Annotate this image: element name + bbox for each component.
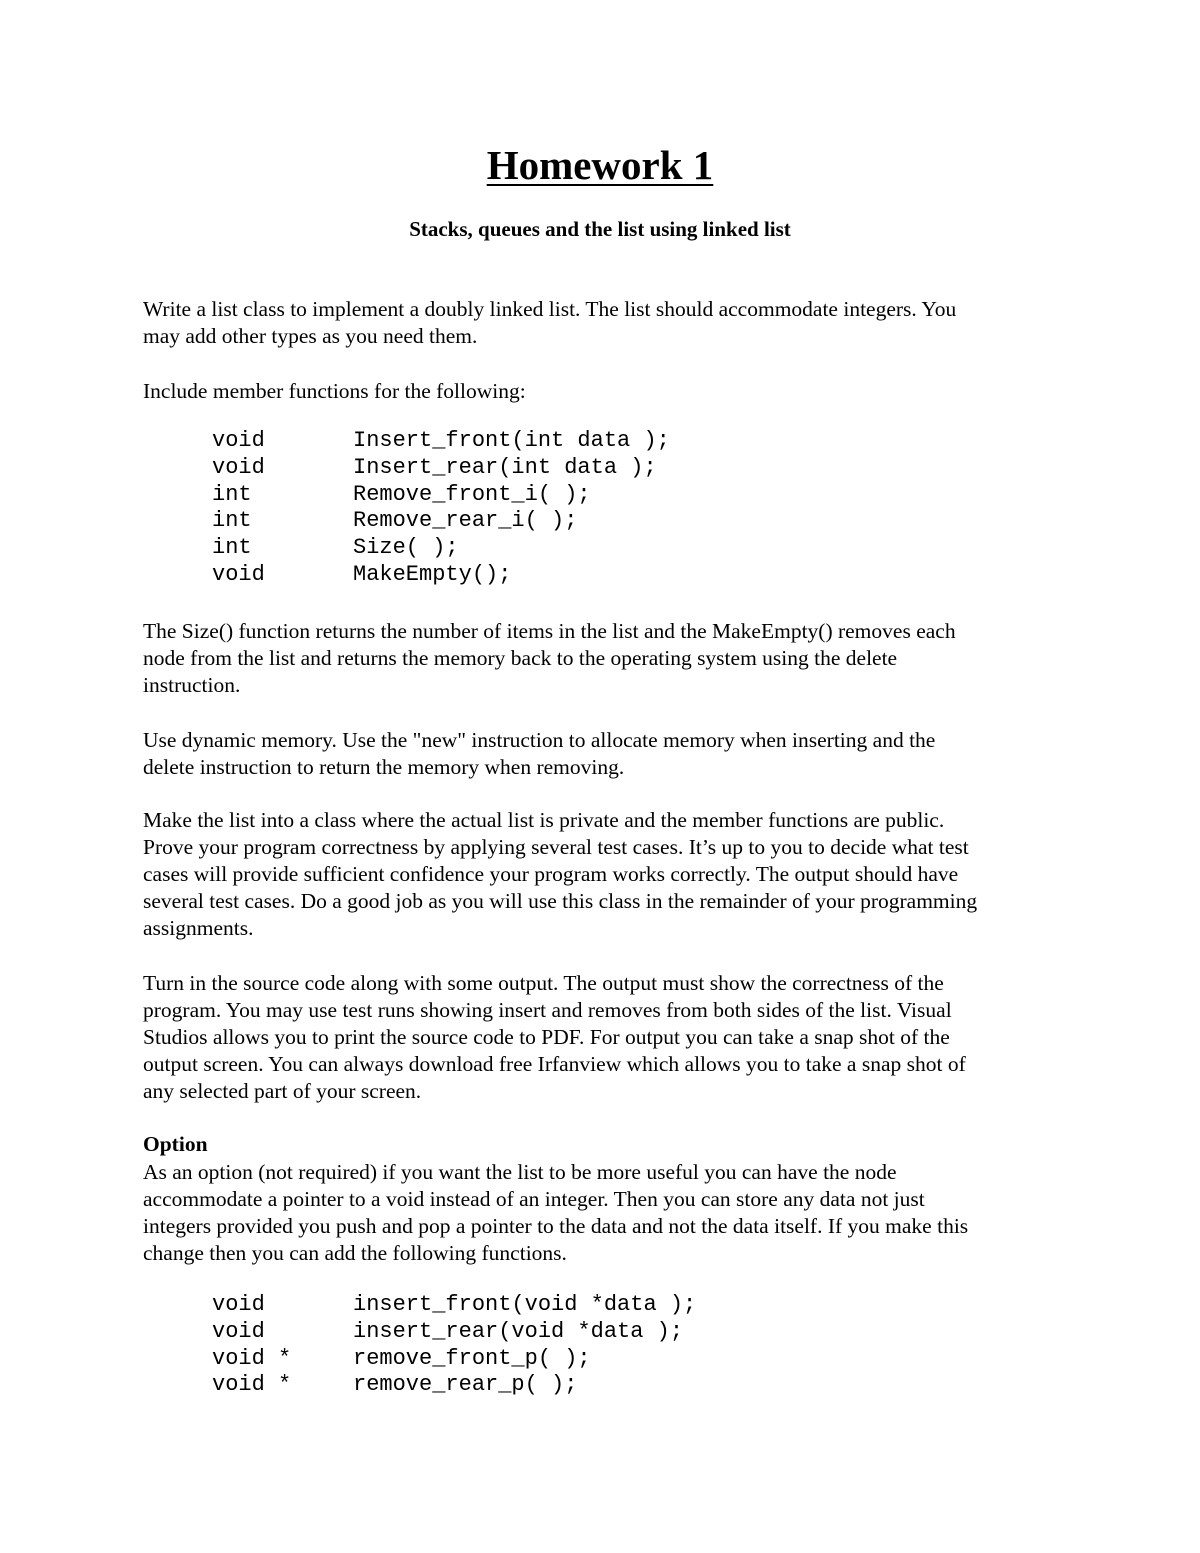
- intro-paragraph: [143, 296, 1063, 350]
- dynamic-memory-line: delete instruction to return the memory when removing.: [143, 755, 625, 779]
- class-description-line: Prove your program correctness by applying several test cases. It’s up to you to decide what test: [143, 835, 969, 859]
- function-signature: Remove_rear_i( );: [353, 508, 578, 534]
- function-return-type: void *: [212, 1372, 292, 1398]
- function-return-type: void: [212, 1292, 265, 1317]
- option-function-list: [212, 1292, 696, 1399]
- page-subtitle: Stacks, queues and the list using linked list: [409, 217, 791, 241]
- option-line: change then you can add the following functions.: [143, 1241, 567, 1265]
- function-row: [212, 508, 670, 535]
- function-return-type: void: [212, 428, 265, 453]
- function-row: [212, 455, 670, 482]
- function-row: [212, 562, 670, 589]
- function-signature: Size( );: [353, 535, 459, 561]
- function-return-type: void: [212, 561, 265, 587]
- intro-line: may add other types as you need them.: [143, 324, 478, 348]
- size-description-paragraph: [143, 618, 1063, 699]
- option-function-row: [212, 1372, 696, 1399]
- function-list: [212, 428, 670, 589]
- turn-in-line: output screen. You can always download free Irfanview which allows you to take a snap shot of: [143, 1052, 966, 1076]
- dynamic-memory-line: Use dynamic memory. Use the "new" instruction to allocate memory when inserting and the: [143, 728, 936, 752]
- function-signature: MakeEmpty();: [353, 561, 512, 587]
- page-title: Homework 1: [486, 142, 714, 188]
- dynamic-memory-paragraph: [143, 727, 1063, 781]
- function-return-type: void: [212, 454, 265, 480]
- size-description-line: The Size() function returns the number of items in the list and the MakeEmpty() removes each: [143, 619, 956, 643]
- function-signature: Remove_front_i( );: [353, 481, 591, 507]
- turn-in-paragraph: [143, 970, 1063, 1105]
- function-return-type: int: [212, 535, 252, 561]
- function-return-type: int: [212, 481, 252, 507]
- function-signature: Insert_front(int data );: [353, 428, 670, 453]
- function-signature: insert_front(void *data );: [353, 1292, 697, 1317]
- function-row: [212, 482, 670, 509]
- size-description-line: node from the list and returns the memory back to the operating system using the delete: [143, 646, 898, 670]
- include-paragraph: [143, 378, 1063, 405]
- option-line: accommodate a pointer to a void instead of an integer. Then you can store any data not just: [143, 1187, 925, 1211]
- class-description-line: several test cases. Do a good job as you will use this class in the remainder of your programming: [143, 889, 978, 913]
- size-description-line: instruction.: [143, 673, 241, 697]
- class-description-paragraph: [143, 807, 1063, 942]
- class-description-line: Make the list into a class where the actual list is private and the member functions are public.: [143, 808, 945, 832]
- function-signature: remove_front_p( );: [353, 1345, 591, 1371]
- turn-in-line: program. You may use test runs showing insert and removes from both sides of the list. Visual: [143, 998, 952, 1022]
- function-signature: Insert_rear(int data );: [353, 454, 657, 480]
- function-row: [212, 428, 670, 455]
- function-return-type: void: [212, 1318, 265, 1344]
- function-return-type: int: [212, 508, 252, 534]
- turn-in-line: Turn in the source code along with some output. The output must show the correctness of the: [143, 971, 944, 995]
- option-function-row: [212, 1319, 696, 1346]
- function-return-type: void *: [212, 1345, 292, 1371]
- function-signature: insert_rear(void *data );: [353, 1318, 684, 1344]
- class-description-line: cases will provide sufficient confidence your program works correctly. The output should have: [143, 862, 959, 886]
- option-function-row: [212, 1346, 696, 1373]
- option-line: integers provided you push and pop a pointer to the data and not the data itself. If you make this: [143, 1214, 969, 1238]
- option-heading: Option: [143, 1132, 208, 1156]
- include-line: Include member functions for the following:: [143, 379, 526, 403]
- turn-in-line: Studios allows you to print the source code to PDF. For output you can take a snap shot of the: [143, 1025, 950, 1049]
- turn-in-line: any selected part of your screen.: [143, 1079, 422, 1103]
- option-line: As an option (not required) if you want the list to be more useful you can have the node: [143, 1160, 897, 1184]
- function-signature: remove_rear_p( );: [353, 1372, 578, 1398]
- option-function-row: [212, 1292, 696, 1319]
- class-description-line: assignments.: [143, 916, 254, 940]
- intro-line: Write a list class to implement a doubly linked list. The list should accommodate integers. You: [143, 297, 957, 321]
- function-row: [212, 535, 670, 562]
- option-paragraph: [143, 1159, 1063, 1267]
